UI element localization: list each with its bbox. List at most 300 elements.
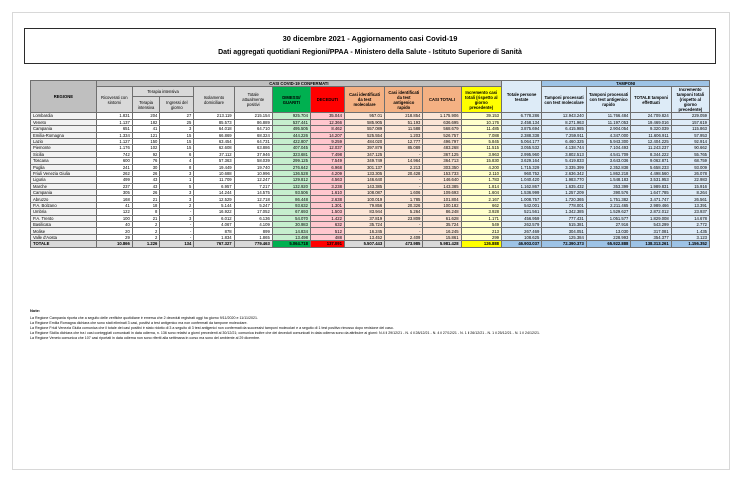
- table-cell: 6.415.985: [542, 126, 587, 132]
- table-cell: 1.862.218: [586, 170, 631, 176]
- table-cell: 9.062.871: [631, 158, 671, 164]
- table-cell: 1.334: [96, 132, 132, 138]
- table-cell: 10.688: [194, 170, 234, 176]
- table-cell: 2.872.012: [631, 209, 671, 215]
- table-cell: 636.695: [423, 119, 461, 125]
- table-cell: -: [160, 234, 194, 240]
- table-cell: 5: [160, 183, 194, 189]
- table-cell: 14.207: [310, 132, 344, 138]
- table-cell: 79.856: [344, 202, 384, 208]
- table-cell: 1.503: [310, 209, 344, 215]
- table-cell: 1.422: [310, 215, 344, 221]
- table-cell: 499: [96, 177, 132, 183]
- total-cell: 767.327: [194, 241, 234, 247]
- table-cell: 61.628: [423, 215, 461, 221]
- table-cell: 133.305: [344, 170, 384, 176]
- table-cell: 63.886: [234, 145, 272, 151]
- table-cell: 86.248: [423, 209, 461, 215]
- table-cell: 1.137: [96, 119, 132, 125]
- table-cell: 100.019: [344, 196, 384, 202]
- table-cell: 276.642: [272, 164, 310, 170]
- region-name-cell: P.A. Trento: [31, 215, 97, 221]
- table-cell: 92.914: [671, 138, 709, 144]
- total-cell: 65.922.888: [586, 241, 631, 247]
- col-terapia-intensiva: Terapia intensiva: [132, 96, 160, 112]
- table-cell: 16.245: [344, 228, 384, 234]
- table-cell: 5.264: [385, 209, 423, 215]
- table-cell: 456.959: [502, 215, 542, 221]
- table-cell: 157.619: [671, 119, 709, 125]
- table-cell: 2.772: [671, 222, 709, 228]
- table-cell: 6.778.286: [502, 113, 542, 119]
- table-cell: 2.110: [461, 170, 501, 176]
- table-cell: 1.814: [461, 183, 501, 189]
- page-subtitle: Dati aggregati quotidiani Regioni/PPAA - Ministero della Salute - Istituto Superiore di Sanità: [218, 49, 522, 56]
- table-cell: 878: [194, 228, 234, 234]
- table-cell: 11.515: [461, 145, 501, 151]
- table-cell: 101.804: [423, 196, 461, 202]
- table-cell: 68.324: [234, 132, 272, 138]
- table-cell: 83.944: [344, 209, 384, 215]
- table-cell: 1.989.831: [631, 183, 671, 189]
- total-cell: 10.866: [96, 241, 132, 247]
- region-name-cell: Valle d'Aosta: [31, 234, 97, 240]
- table-cell: 41: [132, 126, 160, 132]
- table-cell: 26: [132, 190, 160, 196]
- table-cell: 397.879: [344, 145, 384, 151]
- note-line: La Regione Sicilia dichiara che tra i casi conteggiati comunicati in data odierna, n. 136 sono relativi a giorni precedenti al 30/12/21; comunica inoltre che dei deceduti comunicati in data odierna sono da attribuire ai giorni: N.4 il 29/12/21 - N. 4 il 28/12/21 - N. 4 il 27/12/21 - N. 1 il 26/12/21 - N. 1 il 25/12/21 - N. 1 il 24/12/21.: [30, 331, 541, 335]
- table-cell: 58.039: [234, 158, 272, 164]
- table-cell: 6.968: [310, 164, 344, 170]
- table-cell: 143.385: [344, 183, 384, 189]
- table-cell: 182: [132, 119, 160, 125]
- table-cell: 1.257.209: [542, 190, 587, 196]
- table-cell: 303.350: [423, 164, 461, 170]
- table-cell: 64.018: [194, 126, 234, 132]
- table-cell: 68.759: [671, 158, 709, 164]
- table-cell: 85.089: [385, 145, 423, 151]
- table-cell: 125.384: [542, 234, 587, 240]
- region-name-cell: Liguria: [31, 177, 97, 183]
- table-cell: 1.610: [310, 190, 344, 196]
- table-cell: 2: [132, 222, 160, 228]
- table-cell: 7.259.911: [542, 132, 587, 138]
- table-cell: 537.441: [272, 119, 310, 125]
- table-cell: 305: [96, 190, 132, 196]
- table-cell: 218.854: [385, 113, 423, 119]
- region-name-cell: Basilicata: [31, 222, 97, 228]
- table-cell: 27.916: [586, 222, 631, 228]
- table-cell: 496.797: [423, 138, 461, 144]
- table-cell: 349.749: [344, 158, 384, 164]
- table-cell: 12.404.225: [631, 138, 671, 144]
- table-cell: 54.070: [272, 215, 310, 221]
- table-cell: 15.916: [671, 183, 709, 189]
- total-cell: 46.903.037: [502, 241, 542, 247]
- table-cell: 2.904.054: [586, 126, 631, 132]
- table-cell: 3.875.694: [502, 126, 542, 132]
- table-cell: 85.573: [194, 119, 234, 125]
- table-cell: 1.162.867: [502, 183, 542, 189]
- table-cell: 12.943.240: [542, 113, 587, 119]
- table-cell: 143.385: [423, 183, 461, 189]
- table-cell: 12.777: [385, 138, 423, 144]
- page-title: 30 dicembre 2021 - Aggiornamento casi Covid-19: [282, 34, 458, 43]
- table-cell: 15.830: [461, 158, 501, 164]
- table-cell: 4.200: [461, 164, 501, 170]
- table-cell: 2.638: [310, 196, 344, 202]
- note-line: La Regione Friuli Venezia Giulia comunica che il totale dei casi positivi è stato ridotto di 3 a seguito di 3 test antigenici non confermati da successivi tamponi molecolari e a seguito di 1 test positivo rimosso dopo revisione del caso.: [30, 326, 394, 330]
- table-cell: 1.829.008: [631, 215, 671, 221]
- table-cell: 2.388.338: [502, 132, 542, 138]
- table-cell: 204: [132, 113, 160, 119]
- table-cell: 23.937: [671, 209, 709, 215]
- table-cell: 15: [160, 138, 194, 144]
- table-cell: 549: [461, 222, 501, 228]
- total-cell: 134: [160, 241, 194, 247]
- table-cell: -: [385, 183, 423, 189]
- table-cell: 512: [310, 228, 344, 234]
- col-testate: Totale persone testate: [502, 81, 542, 113]
- table-cell: 241: [96, 164, 132, 170]
- table-cell: 1.606: [385, 190, 423, 196]
- table-cell: 299: [461, 234, 501, 240]
- table-cell: 29: [96, 234, 132, 240]
- table-cell: 11.197.053: [586, 119, 631, 125]
- col-tamponi-antigenico: Tamponi processati con test antigenico rapido: [586, 87, 631, 113]
- table-cell: 3: [160, 126, 194, 132]
- table-cell: 86.448: [272, 196, 310, 202]
- table-cell: 43: [132, 177, 160, 183]
- table-cell: 3.802.513: [542, 151, 587, 157]
- table-cell: 2.409: [385, 234, 423, 240]
- region-name-cell: Veneto: [31, 119, 97, 125]
- table-cell: 899: [234, 228, 272, 234]
- total-cell: 126.888: [461, 241, 501, 247]
- table-cell: 1.175.906: [423, 113, 461, 119]
- col-ricoverati: Ricoverati con sintomi: [96, 87, 132, 113]
- group-tamponi-header: TAMPONI: [542, 81, 710, 87]
- table-cell: 1.715.329: [502, 164, 542, 170]
- region-name-cell: P.A. Bolzano: [31, 202, 97, 208]
- table-cell: 136.528: [272, 170, 310, 176]
- table-cell: 14.678: [671, 215, 709, 221]
- table-cell: 3: [160, 196, 194, 202]
- table-cell: 17.052: [234, 209, 272, 215]
- table-cell: 100: [96, 215, 132, 221]
- table-cell: 14.834: [272, 228, 310, 234]
- table-cell: 2: [132, 228, 160, 234]
- table-cell: 6.012: [194, 215, 234, 221]
- table-cell: 7.549: [310, 158, 344, 164]
- table-cell: 40: [96, 222, 132, 228]
- table-cell: -: [385, 222, 423, 228]
- note-line: La Regione Emilia Romagna dichiara che sono stati eliminati 3 casi, positivi a test antigenico ma non confermati da tampone molecolare.: [30, 321, 248, 325]
- table-cell: 8.344.222: [631, 151, 671, 157]
- table-cell: 228.993: [586, 234, 631, 240]
- table-cell: 4.563: [310, 177, 344, 183]
- table-cell: 11.606.911: [631, 132, 671, 138]
- table-cell: 43: [132, 183, 160, 189]
- table-cell: 1.342.385: [542, 209, 587, 215]
- col-guariti: DIMESSI/ GUARITI: [272, 87, 310, 113]
- table-cell: -: [160, 228, 194, 234]
- table-cell: 5.658.233: [631, 164, 671, 170]
- table-cell: 5.845: [461, 138, 501, 144]
- table-cell: 777.431: [542, 215, 587, 221]
- table-cell: 5.144: [194, 202, 234, 208]
- table-cell: 26.561: [671, 196, 709, 202]
- table-cell: 213: [461, 228, 501, 234]
- table-cell: 1.604: [461, 190, 501, 196]
- region-name-cell: Toscana: [31, 158, 97, 164]
- table-cell: 1.831: [96, 113, 132, 119]
- table-cell: 1.783: [461, 177, 501, 183]
- total-cell: 5.064.718: [272, 241, 310, 247]
- table-cell: 26: [132, 170, 160, 176]
- table-cell: 1.051.577: [586, 215, 631, 221]
- table-cell: 515.381: [542, 222, 587, 228]
- table-cell: 150: [132, 138, 160, 144]
- table-cell: 1.635.432: [542, 183, 587, 189]
- table-cell: 64.710: [234, 126, 272, 132]
- table-cell: 57.953: [671, 132, 709, 138]
- table-cell: -: [385, 228, 423, 234]
- table-cell: 3: [160, 190, 194, 196]
- table-cell: 55.765: [671, 151, 709, 157]
- table-cell: 13.391: [671, 202, 709, 208]
- table-cell: 102: [132, 145, 160, 151]
- table-cell: 2.989.466: [631, 202, 671, 208]
- table-cell: 1.040.420: [502, 177, 542, 183]
- table-cell: 21: [132, 196, 160, 202]
- table-cell: 4.067: [194, 222, 234, 228]
- table-cell: 18: [132, 202, 160, 208]
- table-cell: 1: [160, 177, 194, 183]
- total-cell: 1.226: [132, 241, 160, 247]
- table-cell: 1.176: [96, 145, 132, 151]
- col-tamponi-molecolare: Tamponi processati con test molecolare: [542, 87, 587, 113]
- table-cell: 1.983.770: [542, 177, 587, 183]
- table-cell: 495.505: [272, 126, 310, 132]
- table-cell: 15: [160, 145, 194, 151]
- table-cell: 109.693: [423, 190, 461, 196]
- group-casi-header: CASI COVID-19 CONFERMATI: [96, 81, 501, 87]
- table-cell: 229.059: [671, 113, 709, 119]
- region-name-cell: Campania: [31, 190, 97, 196]
- table-cell: 4.347.000: [586, 132, 631, 138]
- table-cell: 22.983: [671, 177, 709, 183]
- table-cell: 304.051: [542, 228, 587, 234]
- table-cell: 2.636.342: [542, 170, 587, 176]
- table-cell: 407.045: [272, 145, 310, 151]
- table-cell: 10.176: [461, 119, 501, 125]
- table-cell: 100.182: [423, 202, 461, 208]
- table-cell: 1.127: [96, 138, 132, 144]
- table-cell: 632: [310, 222, 344, 228]
- table-cell: 3.123: [671, 234, 709, 240]
- table-cell: 9.259: [310, 138, 344, 144]
- notes-heading: Note:: [30, 308, 41, 313]
- table-cell: 585.905: [344, 119, 384, 125]
- table-cell: 13.452: [344, 234, 384, 240]
- table-cell: 422.807: [272, 138, 310, 144]
- table-cell: 4.138.744: [542, 145, 587, 151]
- table-cell: 323.681: [272, 151, 310, 157]
- table-cell: 9.320.039: [631, 126, 671, 132]
- table-cell: 960.752: [502, 170, 542, 176]
- table-cell: 267.469: [502, 228, 542, 234]
- table-cell: 51.193: [385, 119, 423, 125]
- total-cell: 5.981.428: [423, 241, 461, 247]
- table-cell: 26.078: [671, 170, 709, 176]
- region-name-cell: Lombardia: [31, 113, 97, 119]
- table-cell: 1.203: [385, 132, 423, 138]
- table-cell: 7.088: [461, 132, 501, 138]
- table-cell: 19.449: [194, 164, 234, 170]
- table-cell: 20: [96, 228, 132, 234]
- table-cell: 11.766.484: [586, 113, 631, 119]
- table-cell: 1.751.382: [586, 196, 631, 202]
- table-cell: 262: [96, 170, 132, 176]
- table-cell: 121: [132, 132, 160, 138]
- table-cell: 568.679: [423, 126, 461, 132]
- table-cell: 16.245: [423, 228, 461, 234]
- table-cell: 64.731: [234, 138, 272, 144]
- table-cell: 115.863: [671, 126, 709, 132]
- table-cell: 237: [96, 183, 132, 189]
- table-cell: 215.154: [234, 113, 272, 119]
- table-cell: 1.647.785: [631, 190, 671, 196]
- table-cell: 2: [132, 234, 160, 240]
- table-cell: 7.498: [310, 151, 344, 157]
- table-cell: 11.709: [194, 177, 234, 183]
- table-cell: 90.662: [671, 145, 709, 151]
- title-box: [24, 28, 716, 64]
- table-cell: 1.435: [671, 228, 709, 234]
- table-cell: 35.044: [310, 113, 344, 119]
- table-cell: 521.561: [502, 209, 542, 215]
- col-positivi: Totale attualmente positivi: [234, 87, 272, 113]
- notes-lines: [30, 316, 710, 341]
- table-cell: 146.640: [344, 177, 384, 183]
- region-name-cell: Umbria: [31, 209, 97, 215]
- table-cell: 1.171: [461, 215, 501, 221]
- table-cell: 6.957: [194, 183, 234, 189]
- total-cell: 5.507.443: [344, 241, 384, 247]
- table-cell: 317.081: [631, 228, 671, 234]
- region-name-cell: Puglia: [31, 164, 97, 170]
- table-cell: 778.001: [542, 202, 587, 208]
- col-tamponi-totale: TOTALE tamponi effettuati: [631, 87, 671, 113]
- table-cell: 6: [160, 151, 194, 157]
- table-cell: 364.713: [423, 158, 461, 164]
- table-cell: 3.643.036: [586, 158, 631, 164]
- table-cell: 5.064.177: [502, 138, 542, 144]
- region-name-cell: Emilia-Romagna: [31, 132, 97, 138]
- total-label: TOTALE: [31, 241, 97, 247]
- table-cell: 301.137: [344, 164, 384, 170]
- table-cell: 651: [96, 126, 132, 132]
- table-cell: 2.167: [461, 196, 501, 202]
- table-cell: 20.428: [385, 170, 423, 176]
- table-cell: 3.629.164: [502, 158, 542, 164]
- table-cell: 15: [160, 132, 194, 138]
- table-cell: 14.575: [234, 190, 272, 196]
- table-cell: 8.462: [310, 126, 344, 132]
- table-cell: 367.125: [423, 151, 461, 157]
- table-cell: 4.109: [234, 222, 272, 228]
- table-cell: 12.529: [194, 196, 234, 202]
- table-cell: -: [160, 222, 194, 228]
- table-cell: 6.136: [234, 215, 272, 221]
- region-name-cell: Piemonte: [31, 145, 97, 151]
- table-cell: 93.506: [272, 190, 310, 196]
- table-cell: 21: [132, 215, 160, 221]
- table-cell: 7.217: [234, 183, 272, 189]
- table-cell: 19.740: [234, 164, 272, 170]
- table-cell: 2: [160, 202, 194, 208]
- table-cell: 5.247: [234, 202, 272, 208]
- table-cell: 1.834: [194, 234, 234, 240]
- table-cell: 1.720.365: [542, 196, 587, 202]
- table-cell: 542.001: [502, 202, 542, 208]
- table-cell: 1.529.627: [586, 209, 631, 215]
- table-cell: 925.704: [272, 113, 310, 119]
- table-cell: 957.01: [344, 113, 384, 119]
- table-cell: 2.352.838: [586, 164, 631, 170]
- col-deceduti: DECEDUTI: [310, 87, 344, 113]
- total-cell: 138.313.261: [631, 241, 671, 247]
- table-cell: 3: [160, 215, 194, 221]
- table-cell: 1.301: [310, 202, 344, 208]
- table-cell: 16.922: [194, 209, 234, 215]
- table-cell: 39.153: [461, 113, 501, 119]
- table-cell: 30: [132, 164, 160, 170]
- table-cell: 354.377: [631, 234, 671, 240]
- table-cell: 4.498.560: [631, 170, 671, 176]
- table-cell: 30.983: [272, 222, 310, 228]
- region-name-cell: Molise: [31, 228, 97, 234]
- total-cell: 137.091: [310, 241, 344, 247]
- table-cell: 57.363: [194, 158, 234, 164]
- table-cell: 35.724: [344, 222, 384, 228]
- table-body: [31, 113, 710, 247]
- note-line: La Regione Campania riporta che a seguito delle verifiche quotidiane è emersa che 2 deceduti registrati oggi ha giorno 9/11/2020 e 11/11/2021.: [30, 316, 258, 320]
- table-cell: 23.809: [385, 215, 423, 221]
- table-cell: -: [160, 209, 194, 215]
- total-row: [31, 241, 710, 247]
- region-name-cell: Campania: [31, 126, 97, 132]
- table-cell: 390.576: [586, 190, 631, 196]
- table-cell: 8.271.963: [542, 119, 587, 125]
- table-cell: 153.733: [423, 170, 461, 176]
- total-cell: 1.156.352: [671, 241, 709, 247]
- table-cell: 742: [96, 151, 132, 157]
- table-cell: 11.243.237: [631, 145, 671, 151]
- table-cell: 4.209: [310, 170, 344, 176]
- table-cell: 76: [132, 158, 160, 164]
- table-cell: 37.946: [234, 151, 272, 157]
- table-cell: 67.693: [272, 209, 310, 215]
- table-cell: 484.020: [344, 138, 384, 144]
- note-line: La Regione Veneto comunica che 107 casi riportati in data odierna non sono riferiti alla settimana in corso ma sono del ambiente al 29 dicembre.: [30, 336, 261, 340]
- table-cell: 444.226: [272, 132, 310, 138]
- total-cell: 779.463: [234, 241, 272, 247]
- table-cell: 4: [160, 158, 194, 164]
- table-cell: 92: [132, 151, 160, 157]
- table-cell: 483.268: [423, 145, 461, 151]
